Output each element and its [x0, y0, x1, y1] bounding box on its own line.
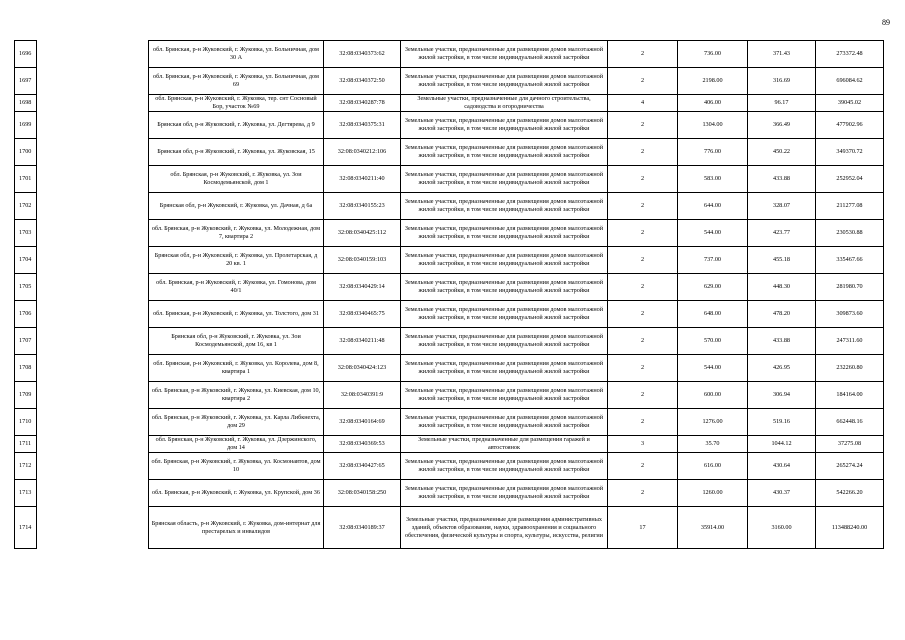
cadastral-value-cell: 230530.88	[816, 220, 884, 247]
address-cell: обл. Брянская, р-н Жуковский, г. Жуковка, ул. Молодежная, дом 7, квартира 2	[149, 220, 324, 247]
spacer-column	[37, 507, 149, 549]
table-row	[15, 220, 884, 247]
group-cell: 2	[608, 166, 678, 193]
table-row	[15, 68, 884, 95]
page-number: 89	[882, 18, 890, 27]
land-use-cell: Земельные участки, предназначенные для размещения домов малоэтажной жилой застройки, в том числе индивидуальной жилой застройки	[401, 68, 608, 95]
spacer-column	[37, 382, 149, 409]
group-cell: 2	[608, 355, 678, 382]
group-cell: 4	[608, 95, 678, 112]
row-number: 1705	[15, 274, 37, 301]
area-cell: 1276.00	[678, 409, 748, 436]
land-use-cell: Земельные участки, предназначенные для размещения домов малоэтажной жилой застройки, в том числе индивидуальной жилой застройки	[401, 355, 608, 382]
cadastral-number-cell: 32:08:0340375:31	[324, 112, 401, 139]
table-row	[15, 139, 884, 166]
table-row	[15, 41, 884, 68]
row-number: 1708	[15, 355, 37, 382]
group-cell: 2	[608, 301, 678, 328]
row-number: 1712	[15, 453, 37, 480]
specific-value-cell: 366.49	[748, 112, 816, 139]
group-cell: 2	[608, 480, 678, 507]
table-row	[15, 507, 884, 549]
address-cell: Брянская обл, р-н Жуковский, г. Жуковка, ул. Жуковская, 15	[149, 139, 324, 166]
group-cell: 2	[608, 328, 678, 355]
land-use-cell: Земельные участки, предназначенные для размещения домов малоэтажной жилой застройки, в том числе индивидуальной жилой застройки	[401, 274, 608, 301]
cadastral-value-cell: 37275.08	[816, 436, 884, 453]
spacer-column	[37, 95, 149, 112]
area-cell: 737.00	[678, 247, 748, 274]
table-row	[15, 453, 884, 480]
row-number: 1703	[15, 220, 37, 247]
land-use-cell: Земельные участки, предназначенные для размещения домов малоэтажной жилой застройки, в том числе индивидуальной жилой застройки	[401, 41, 608, 68]
spacer-column	[37, 409, 149, 436]
address-cell: обл. Брянская, р-н Жуковский, г. Жуковка, тер. снт Сосновый Бор, участок №69	[149, 95, 324, 112]
land-use-cell: Земельные участки, предназначенные для размещения домов малоэтажной жилой застройки, в том числе индивидуальной жилой застройки	[401, 409, 608, 436]
table-row	[15, 193, 884, 220]
area-cell: 776.00	[678, 139, 748, 166]
area-cell: 570.00	[678, 328, 748, 355]
spacer-column	[37, 274, 149, 301]
group-cell: 2	[608, 41, 678, 68]
area-cell: 648.00	[678, 301, 748, 328]
spacer-column	[37, 193, 149, 220]
row-number: 1710	[15, 409, 37, 436]
specific-value-cell: 423.77	[748, 220, 816, 247]
table-row	[15, 95, 884, 112]
area-cell: 2198.00	[678, 68, 748, 95]
cadastral-value-cell: 252952.04	[816, 166, 884, 193]
spacer-column	[37, 166, 149, 193]
cadastral-number-cell: 32:08:0340465:75	[324, 301, 401, 328]
address-cell: обл. Брянская, р-н Жуковский, г. Жуковка, ул. Дзержинского, дом 14	[149, 436, 324, 453]
cadastral-value-cell: 265274.24	[816, 453, 884, 480]
cadastral-number-cell: 32:08:0340427:65	[324, 453, 401, 480]
specific-value-cell: 316.69	[748, 68, 816, 95]
cadastral-value-cell: 696084.62	[816, 68, 884, 95]
table-row	[15, 480, 884, 507]
row-number: 1701	[15, 166, 37, 193]
land-use-cell: Земельные участки, предназначенные для размещения гаражей и автостоянок	[401, 436, 608, 453]
cadastral-number-cell: 32:08:0340424:123	[324, 355, 401, 382]
cadastral-number-cell: 32:08:0340425:112	[324, 220, 401, 247]
spacer-column	[37, 301, 149, 328]
area-cell: 583.00	[678, 166, 748, 193]
area-cell: 629.00	[678, 274, 748, 301]
area-cell: 35.70	[678, 436, 748, 453]
spacer-column	[37, 41, 149, 68]
spacer-column	[37, 112, 149, 139]
row-number: 1702	[15, 193, 37, 220]
land-use-cell: Земельные участки, предназначенные для размещения домов малоэтажной жилой застройки, в том числе индивидуальной жилой застройки	[401, 139, 608, 166]
spacer-column	[37, 436, 149, 453]
spacer-column	[37, 220, 149, 247]
table-row	[15, 247, 884, 274]
specific-value-cell: 3160.00	[748, 507, 816, 549]
address-cell: обл. Брянская, р-н Жуковский, г. Жуковка, ул. Больничная, дом 69	[149, 68, 324, 95]
area-cell: 1260.00	[678, 480, 748, 507]
address-cell: обл. Брянская, р-н Жуковский, г. Жуковка, ул. Гомонова, дом 40/1	[149, 274, 324, 301]
cadastral-value-cell: 273372.48	[816, 41, 884, 68]
address-cell: обл. Брянская, р-н Жуковский, г. Жуковка, ул. Киевская, дом 10, квартира 2	[149, 382, 324, 409]
land-use-cell: Земельные участки, предназначенные для размещения домов малоэтажной жилой застройки, в том числе индивидуальной жилой застройки	[401, 166, 608, 193]
table-row	[15, 166, 884, 193]
group-cell: 2	[608, 68, 678, 95]
cadastral-number-cell: 32:08:0340159:103	[324, 247, 401, 274]
address-cell: обл. Брянская, р-н Жуковский, г. Жуковка, ул. Зои Космодемьянской, дом 1	[149, 166, 324, 193]
specific-value-cell: 426.95	[748, 355, 816, 382]
row-number: 1711	[15, 436, 37, 453]
group-cell: 2	[608, 453, 678, 480]
land-use-cell: Земельные участки, предназначенные для размещения домов малоэтажной жилой застройки, в том числе индивидуальной жилой застройки	[401, 301, 608, 328]
cadastral-number-cell: 32:08:0340212:106	[324, 139, 401, 166]
specific-value-cell: 433.88	[748, 328, 816, 355]
spacer-column	[37, 247, 149, 274]
cadastral-value-cell: 662448.16	[816, 409, 884, 436]
address-cell: обл. Брянская, р-н Жуковский, г. Жуковка, ул. Толстого, дом 31	[149, 301, 324, 328]
address-cell: Брянская обл, р-н Жуковский, г. Жуковка, ул. Дачная, д 6а	[149, 193, 324, 220]
spacer-column	[37, 355, 149, 382]
spacer-column	[37, 480, 149, 507]
area-cell: 35914.00	[678, 507, 748, 549]
cadastral-number-cell: 32:08:0340429:14	[324, 274, 401, 301]
group-cell: 2	[608, 112, 678, 139]
table-row	[15, 112, 884, 139]
area-cell: 616.00	[678, 453, 748, 480]
specific-value-cell: 328.07	[748, 193, 816, 220]
group-cell: 2	[608, 220, 678, 247]
specific-value-cell: 455.18	[748, 247, 816, 274]
specific-value-cell: 306.94	[748, 382, 816, 409]
area-cell: 736.00	[678, 41, 748, 68]
land-use-cell: Земельные участки, предназначенные для размещения домов малоэтажной жилой застройки, в том числе индивидуальной жилой застройки	[401, 328, 608, 355]
area-cell: 600.00	[678, 382, 748, 409]
row-number: 1707	[15, 328, 37, 355]
specific-value-cell: 371.43	[748, 41, 816, 68]
address-cell: обл. Брянская, р-н Жуковский, г. Жуковка, ул. Королева, дом 8, квартира 1	[149, 355, 324, 382]
area-cell: 406.00	[678, 95, 748, 112]
address-cell: обл. Брянская, р-н Жуковский, г. Жуковка, ул. Космонавтов, дом 10	[149, 453, 324, 480]
land-use-cell: Земельные участки, предназначенные для размещения домов малоэтажной жилой застройки, в том числе индивидуальной жилой застройки	[401, 220, 608, 247]
row-number: 1704	[15, 247, 37, 274]
cadastral-number-cell: 32:08:0340189:37	[324, 507, 401, 549]
address-cell: Брянская обл, р-н Жуковский, г. Жуковка, ул. Пролетарская, д 20 кв. 1	[149, 247, 324, 274]
cadastral-value-cell: 281980.70	[816, 274, 884, 301]
address-cell: обл. Брянская, р-н Жуковский, г. Жуковка, ул. Карла Либкнехта, дом 29	[149, 409, 324, 436]
cadastral-number-cell: 32:08:0340158:250	[324, 480, 401, 507]
area-cell: 1304.00	[678, 112, 748, 139]
address-cell: Брянская обл, р-н Жуковский, г. Жуковка, ул. Дегтярева, д 9	[149, 112, 324, 139]
address-cell: обл. Брянская, р-н Жуковский, г. Жуковка, ул. Больничная, дом 30 А	[149, 41, 324, 68]
specific-value-cell: 430.64	[748, 453, 816, 480]
cadastral-value-cell: 542266.20	[816, 480, 884, 507]
cadastral-value-cell: 477902.96	[816, 112, 884, 139]
row-number: 1714	[15, 507, 37, 549]
table-row	[15, 409, 884, 436]
group-cell: 2	[608, 139, 678, 166]
cadastral-number-cell: 32:08:0340373:62	[324, 41, 401, 68]
cadastral-value-cell: 184164.00	[816, 382, 884, 409]
specific-value-cell: 519.16	[748, 409, 816, 436]
cadastral-number-cell: 32:08:0340372:50	[324, 68, 401, 95]
cadastral-value-cell: 113488240.00	[816, 507, 884, 549]
cadastral-value-cell: 39045.02	[816, 95, 884, 112]
row-number: 1697	[15, 68, 37, 95]
row-number: 1698	[15, 95, 37, 112]
row-number: 1699	[15, 112, 37, 139]
land-registry-table	[14, 40, 884, 549]
group-cell: 17	[608, 507, 678, 549]
cadastral-value-cell: 232260.80	[816, 355, 884, 382]
land-use-cell: Земельные участки, предназначенные для размещения домов малоэтажной жилой застройки, в том числе индивидуальной жилой застройки	[401, 453, 608, 480]
spacer-column	[37, 68, 149, 95]
specific-value-cell: 96.17	[748, 95, 816, 112]
row-number: 1700	[15, 139, 37, 166]
cadastral-value-cell: 349370.72	[816, 139, 884, 166]
cadastral-number-cell: 32:08:0340164:69	[324, 409, 401, 436]
address-cell: Брянская обл, р-н Жуковский, г. Жуковка, ул. Зои Космодемьянской, дом 16, кв 1	[149, 328, 324, 355]
group-cell: 2	[608, 193, 678, 220]
table-row	[15, 436, 884, 453]
area-cell: 544.00	[678, 355, 748, 382]
area-cell: 644.00	[678, 193, 748, 220]
land-use-cell: Земельные участки, предназначенные для размещения домов малоэтажной жилой застройки, в том числе индивидуальной жилой застройки	[401, 382, 608, 409]
specific-value-cell: 448.30	[748, 274, 816, 301]
spacer-column	[37, 328, 149, 355]
row-number: 1713	[15, 480, 37, 507]
table-row	[15, 382, 884, 409]
land-use-cell: Земельные участки, предназначенные для размещения административных зданий, объектов образования, науки, здравоохранения и социального обеспечения, физической культуры и спорта, культуры, искусства, религии	[401, 507, 608, 549]
cadastral-number-cell: 32:08:0340369:53	[324, 436, 401, 453]
specific-value-cell: 1044.12	[748, 436, 816, 453]
group-cell: 2	[608, 382, 678, 409]
land-use-cell: Земельные участки, предназначенные для размещения домов малоэтажной жилой застройки, в том числе индивидуальной жилой застройки	[401, 480, 608, 507]
cadastral-number-cell: 32:08:0340391:9	[324, 382, 401, 409]
land-use-cell: Земельные участки, предназначенные для размещения домов малоэтажной жилой застройки, в том числе индивидуальной жилой застройки	[401, 247, 608, 274]
row-number: 1709	[15, 382, 37, 409]
group-cell: 2	[608, 247, 678, 274]
cadastral-number-cell: 32:08:0340211:40	[324, 166, 401, 193]
specific-value-cell: 433.88	[748, 166, 816, 193]
address-cell: Брянская область, р-н Жуковский, г. Жуковка, дом-интернат для престарелых и инвалидов	[149, 507, 324, 549]
group-cell: 2	[608, 409, 678, 436]
table-row	[15, 274, 884, 301]
specific-value-cell: 430.37	[748, 480, 816, 507]
cadastral-number-cell: 32:08:0340211:48	[324, 328, 401, 355]
area-cell: 544.00	[678, 220, 748, 247]
address-cell: обл. Брянская, р-н Жуковский, г. Жуковка, ул. Крупской, дом 36	[149, 480, 324, 507]
table-row	[15, 301, 884, 328]
cadastral-number-cell: 32:08:0340155:23	[324, 193, 401, 220]
spacer-column	[37, 453, 149, 480]
cadastral-value-cell: 309873.60	[816, 301, 884, 328]
spacer-column	[37, 139, 149, 166]
land-use-cell: Земельные участки, предназначенные для размещения домов малоэтажной жилой застройки, в том числе индивидуальной жилой застройки	[401, 112, 608, 139]
cadastral-value-cell: 247311.60	[816, 328, 884, 355]
cadastral-value-cell: 335467.66	[816, 247, 884, 274]
land-use-cell: Земельные участки, предназначенные для размещения домов малоэтажной жилой застройки, в том числе индивидуальной жилой застройки	[401, 193, 608, 220]
row-number: 1696	[15, 41, 37, 68]
group-cell: 3	[608, 436, 678, 453]
table-row	[15, 355, 884, 382]
cadastral-value-cell: 211277.08	[816, 193, 884, 220]
land-use-cell: Земельные участки, предназначенные для дачного строительства, садоводства и огородничества	[401, 95, 608, 112]
cadastral-number-cell: 32:08:0340287:78	[324, 95, 401, 112]
table-row	[15, 328, 884, 355]
row-number: 1706	[15, 301, 37, 328]
group-cell: 2	[608, 274, 678, 301]
specific-value-cell: 450.22	[748, 139, 816, 166]
specific-value-cell: 478.20	[748, 301, 816, 328]
